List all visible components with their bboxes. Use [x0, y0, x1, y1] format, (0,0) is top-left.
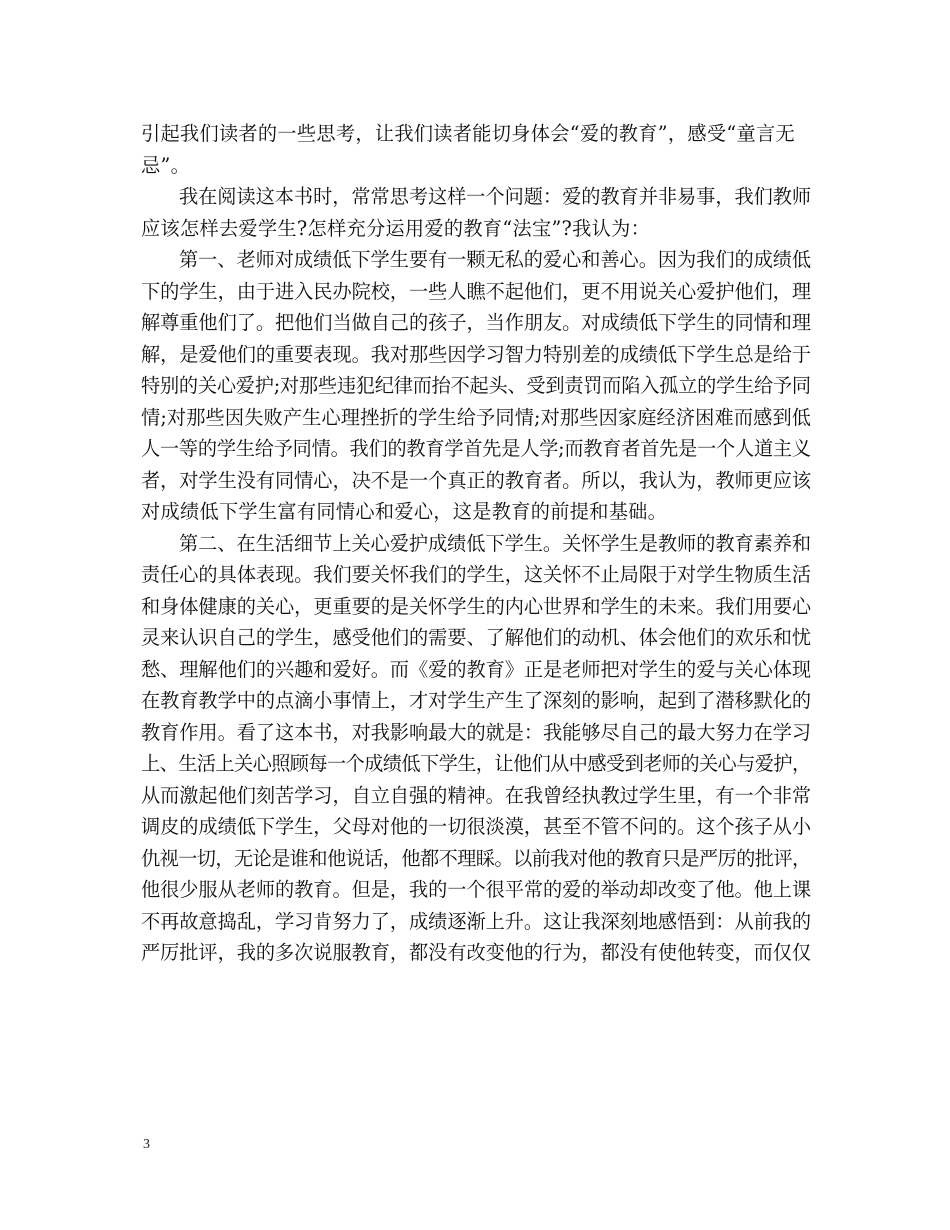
- text-line: 人一等的学生给予同情。我们的教育学首先是人学;而教育者首先是一个人道主义: [141, 437, 811, 460]
- text-line: 应该怎样去爱学生?怎样充分运用爱的教育“法宝”?我认为：: [141, 216, 651, 240]
- text-line: 者，对学生没有同情心，决不是一个真正的教育者。所以，我认为，教师更应该: [141, 468, 812, 492]
- text-line: 特别的关心爱护;对那些违犯纪律而抬不起头、受到责罚而陷入孤立的学生给予同: [141, 374, 811, 397]
- text-line: 对成绩低下学生富有同情心和爱心，这是教育的前提和基础。: [141, 500, 668, 523]
- text-line: 灵来认识自己的学生，感受他们的需要、了解他们的动机、体会他们的欢乐和忧: [141, 626, 812, 649]
- text-line: 愁、理解他们的兴趣和爱好。而《爱的教育》正是老师把对学生的爱与关心体现: [141, 657, 812, 681]
- text-line: 在教育教学中的点滴小事情上，才对学生产生了深刻的影响，起到了潜移默化的: [141, 689, 812, 712]
- text-line: 第二、在生活细节上关心爱护成绩低下学生。关怀学生是教师的教育素养和: [179, 531, 812, 555]
- text-line: 第一、老师对成绩低下学生要有一颗无私的爱心和善心。因为我们的成绩低: [179, 248, 812, 271]
- text-line: 不再故意捣乱，学习肯努力了，成绩逐渐上升。这让我深刻地感悟到：从前我的: [141, 909, 812, 933]
- text-line: 引起我们读者的一些思考，让我们读者能切身体会“爱的教育”，感受“童言无: [141, 122, 795, 145]
- text-line: 从而激起他们刻苦学习，自立自强的精神。在我曾经执教过学生里，有一个非常: [141, 783, 812, 807]
- text-line: 调皮的成绩低下学生，父母对他的一切很淡漠，甚至不管不问的。这个孩子从小: [141, 815, 812, 838]
- page-number: 3: [143, 1137, 150, 1152]
- text-line: 解，是爱他们的重要表现。我对那些因学习智力特别差的成绩低下学生总是给于: [141, 342, 812, 366]
- text-line: 和身体健康的关心，更重要的是关怀学生的内心世界和学生的未来。我们用要心: [141, 594, 812, 618]
- text-line: 下的学生，由于进入民办院校，一些人瞧不起他们，更不用说关心爱护他们，理: [141, 279, 812, 303]
- body-text: [141, 118, 811, 969]
- text-line: 解尊重他们了。把他们当做自己的孩子，当作朋友。对成绩低下学生的同情和理: [141, 311, 812, 334]
- text-line: 教育作用。看了这本书，对我影响最大的就是：我能够尽自己的最大努力在学习: [141, 720, 812, 744]
- text-line: 情;对那些因失败产生心理挫折的学生给予同情;对那些因家庭经济困难而感到低: [141, 405, 812, 429]
- text-line: 上、生活上关心照顾每一个成绩低下学生，让他们从中感受到老师的关心与爱护，: [141, 752, 811, 775]
- text-line: 我在阅读这本书时，常常思考这样一个问题：爱的教育并非易事，我们教师: [179, 185, 812, 208]
- text-line: 仇视一切，无论是谁和他说话，他都不理睬。以前我对他的教育只是严厉的批评，: [141, 846, 811, 870]
- text-line: 忌”。: [141, 153, 191, 177]
- text-line: 责任心的具体表现。我们要关怀我们的学生，这关怀不止局限于对学生物质生活: [141, 563, 812, 586]
- text-line: 他很少服从老师的教育。但是，我的一个很平常的爱的举动却改变了他。他上课: [141, 878, 812, 901]
- text-line: 严厉批评，我的多次说服教育，都没有改变他的行为，都没有使他转变，而仅仅: [141, 941, 812, 964]
